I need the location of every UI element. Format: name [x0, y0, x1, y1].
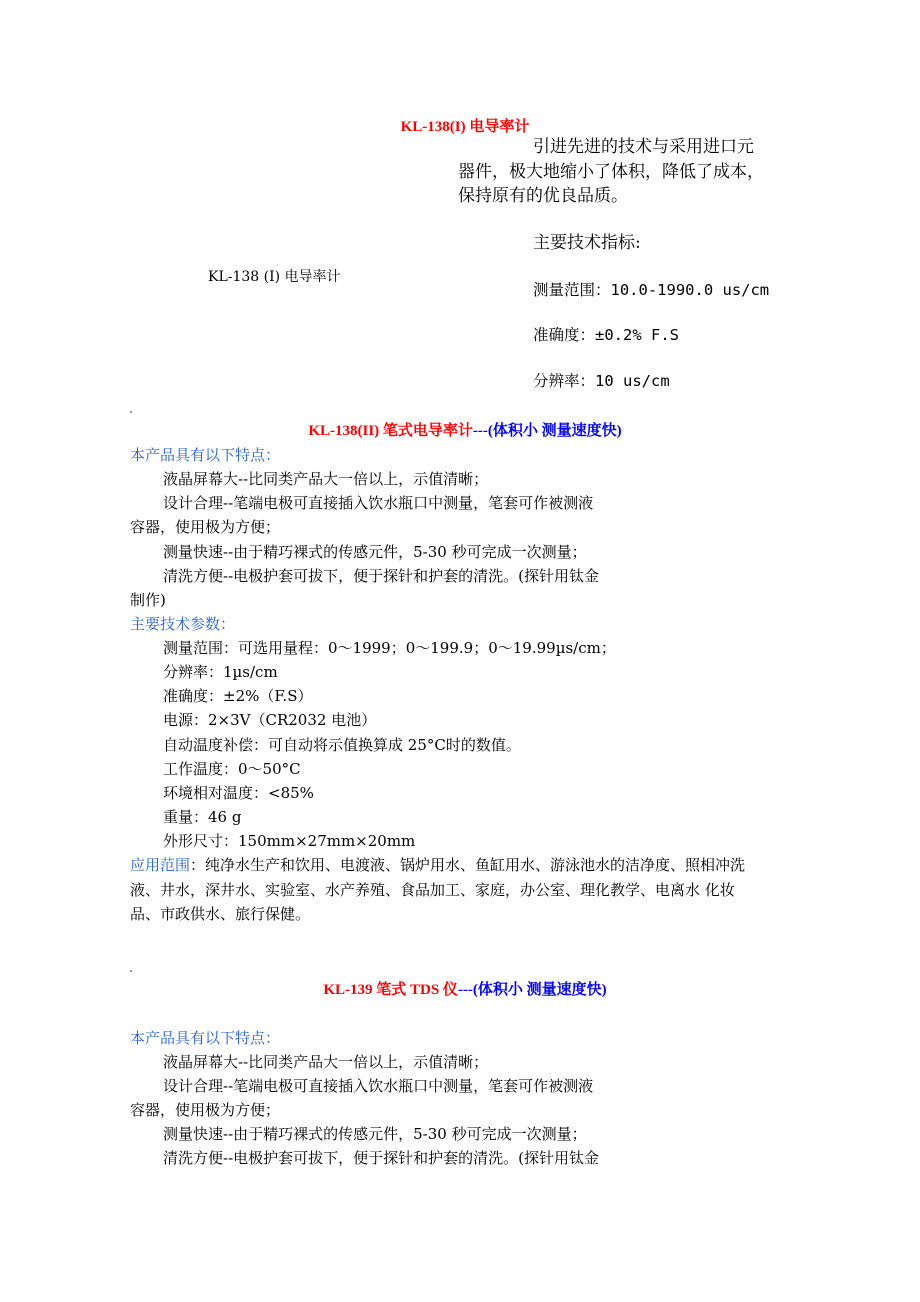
section3-feature-3: 测量快速--由于精巧裸式的传感元件，5-30 秒可完成一次测量；: [163, 1125, 587, 1143]
section3-feature-4: 清洗方便--电极护套可拔下，便于探针和护套的清洗。(探针用钛金: [163, 1149, 599, 1167]
param-humidity: 环境相对温度：<85%: [163, 784, 314, 802]
divider-dot-2: [130, 970, 132, 972]
application-label: 应用范围: [130, 856, 191, 874]
section3-features-heading: 本产品具有以下特点：: [130, 1029, 281, 1047]
section3-title: [200, 978, 730, 999]
section2-feature-3: 测量快速--由于精巧裸式的传感元件，5-30 秒可完成一次测量；: [163, 543, 587, 561]
param-dimensions: 外形尺寸：150mm×27mm×20mm: [163, 832, 416, 850]
spec-accuracy: 准确度：±0.2% F.S: [533, 326, 679, 344]
spec-range: 测量范围：10.0-1990.0 us/cm: [533, 281, 770, 299]
application-line-3: 品、市政供水、旅行保健。: [130, 905, 311, 923]
section2-features-heading: 本产品具有以下特点：: [130, 446, 281, 464]
param-power: 电源：2×3V（CR2032 电池）: [163, 711, 377, 729]
section2-feature-2: 设计合理--笔端电极可直接插入饮水瓶口中测量，笔套可作被测液: [163, 494, 594, 512]
section2-feature-4: 清洗方便--电极护套可拔下，便于探针和护套的清洗。(探针用钛金: [163, 567, 599, 585]
section2-title: [200, 419, 730, 440]
product-image-caption: KL-138 (I) 电导率计: [208, 269, 341, 285]
param-range: 测量范围：可选用量程：0～1999；0～199.9；0～19.99µs/cm；: [163, 639, 616, 657]
section2-params-heading: 主要技术参数：: [130, 615, 236, 633]
section2-title-main: KL-138(II) 笔式电导率计: [308, 423, 473, 439]
section3-title-sub: ---(体积小 测量速度快): [457, 982, 607, 998]
section1-intro-line-3: 保持原有的优良品质。: [458, 186, 628, 206]
param-work-temp: 工作温度：0～50°C: [163, 760, 301, 778]
section2-feature-1: 液晶屏幕大--比同类产品大一倍以上，示值清晰；: [163, 470, 489, 488]
section3-feature-2-cont: 容器，使用极为方便；: [130, 1101, 281, 1119]
section2-feature-2-cont: 容器，使用极为方便；: [130, 518, 281, 536]
spec-resolution: 分辨率：10 us/cm: [533, 372, 670, 390]
divider-dot: [130, 411, 132, 413]
section1-title: KL-138(I) 电导率计: [400, 119, 530, 135]
param-resolution: 分辨率：1µs/cm: [163, 663, 278, 681]
section3-feature-2: 设计合理--笔端电极可直接插入饮水瓶口中测量，笔套可作被测液: [163, 1077, 594, 1095]
spec-heading: 主要技术指标:: [533, 233, 641, 253]
application-text-1: ：纯净水生产和饮用、电渡液、锅炉用水、鱼缸用水、游泳池水的洁净度、照相冲洗: [190, 856, 746, 874]
section1-intro-line-1: 引进先进的技术与采用进口元: [533, 137, 754, 157]
application-line-1: [130, 853, 745, 877]
section2-title-sub: ---(体积小 测量速度快): [472, 423, 622, 439]
application-line-2: 液、井水，深井水、实验室、水产养殖、食品加工、家庭，办公室、理化教学、电离水 化妆: [130, 881, 735, 899]
section3-feature-1: 液晶屏幕大--比同类产品大一倍以上，示值清晰；: [163, 1053, 489, 1071]
section2-feature-4-cont: 制作): [130, 591, 166, 609]
param-weight: 重量：46 g: [163, 808, 242, 826]
param-temp-comp: 自动温度补偿：可自动将示值换算成 25°C时的数值。: [163, 736, 521, 754]
section3-title-main: KL-139 笔式 TDS 仪: [323, 982, 458, 998]
param-accuracy: 准确度：±2%（F.S）: [163, 687, 313, 705]
section1-intro-line-2: 器件，极大地缩小了体积，降低了成本，: [458, 162, 764, 182]
